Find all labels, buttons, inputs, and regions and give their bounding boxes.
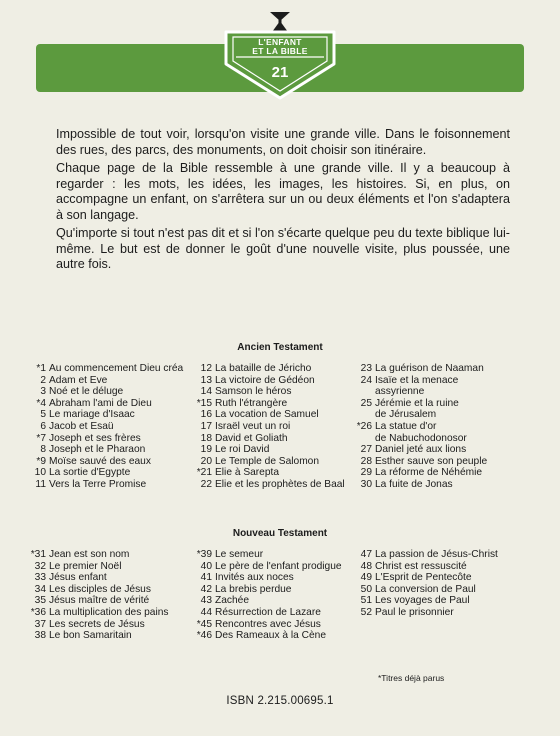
title-entry (30, 409, 183, 421)
title-number: 5 (40, 409, 46, 421)
title-label: Esther sauve son peuple (375, 455, 488, 467)
ancien-col-1 (30, 363, 183, 491)
title-label: La statue d'or (375, 420, 437, 432)
title-entry (196, 630, 342, 642)
title-label: Jérémie et la ruine (375, 397, 459, 409)
title-label: Jacob et Esaü (49, 420, 114, 432)
ancien-col-2 (196, 363, 345, 491)
title-label: Les disciples de Jésus (49, 583, 151, 595)
title-label: Jésus maître de vérité (49, 595, 150, 607)
title-number: 24 (360, 374, 372, 386)
title-entry (30, 375, 183, 387)
title-entry (196, 398, 345, 410)
title-entry (30, 398, 183, 410)
title-label: Le premier Noël (49, 560, 122, 572)
title-entry (356, 398, 487, 410)
title-number: 3 (40, 386, 46, 398)
title-number: 49 (360, 572, 372, 584)
title-entry (30, 456, 183, 468)
title-label: assyrienne (375, 386, 425, 398)
title-label: La sortie d'Egypte (49, 467, 131, 479)
title-label: Daniel jeté aux lions (375, 444, 467, 456)
title-entry (196, 433, 345, 445)
title-entry (196, 595, 342, 607)
title-number: 29 (360, 467, 372, 479)
title-number: 44 (200, 606, 212, 618)
title-entry (196, 479, 345, 491)
title-label: Le roi David (215, 444, 270, 456)
title-number: *36 (30, 606, 46, 618)
title-entry (356, 572, 498, 584)
title-entry (356, 595, 498, 607)
title-label: Jean est son nom (49, 549, 130, 560)
title-entry (30, 421, 183, 433)
title-number: 37 (34, 618, 46, 630)
title-number: 6 (40, 420, 46, 432)
title-entry (356, 409, 487, 421)
ancien-col-3 (356, 363, 487, 491)
title-entry (30, 386, 183, 398)
title-entry (30, 479, 183, 491)
title-number: *31 (30, 549, 46, 560)
title-number: 22 (200, 478, 212, 490)
title-entry (196, 409, 345, 421)
title-entry (30, 619, 169, 631)
title-label: Le père de l'enfant prodigue (215, 560, 342, 572)
title-label: Adam et Eve (49, 374, 108, 386)
title-label: Joseph et le Pharaon (49, 444, 146, 456)
nouveau-col-3 (356, 549, 498, 619)
title-number: 12 (200, 363, 212, 374)
title-label: Isaïe et la menace (375, 374, 459, 386)
title-entry (30, 467, 183, 479)
title-number: *21 (196, 467, 212, 479)
title-label: Christ est ressuscité (375, 560, 467, 572)
title-number: 2 (40, 374, 46, 386)
title-number: 33 (34, 572, 46, 584)
title-entry (196, 444, 345, 456)
title-number: 50 (360, 583, 372, 595)
title-label: La multiplication des pains (49, 606, 169, 618)
title-label: Invités aux noces (215, 572, 294, 584)
title-label: Abraham l'ami de Dieu (49, 397, 152, 409)
title-label: Au commencement Dieu créa (49, 363, 184, 374)
title-number: *26 (356, 420, 372, 432)
title-label: Noé et le déluge (49, 386, 124, 398)
title-entry (196, 619, 342, 631)
title-entry (30, 433, 183, 445)
title-number: *7 (36, 432, 46, 444)
title-number: 14 (200, 386, 212, 398)
title-entry (356, 433, 487, 445)
title-label: Vers la Terre Promise (49, 478, 147, 490)
title-number: *4 (36, 397, 46, 409)
title-entry (196, 363, 345, 375)
title-entry (30, 363, 183, 375)
title-entry (196, 375, 345, 387)
title-number: 52 (360, 606, 372, 618)
published-titles-note: *Titres déjà parus (378, 673, 445, 683)
title-label: La brebis perdue (215, 583, 292, 595)
title-label: Elie et les prophètes de Baal (215, 478, 345, 490)
title-label: Des Rameaux à la Cène (215, 630, 326, 642)
title-entry (356, 549, 498, 561)
title-entry (356, 467, 487, 479)
intro-text (56, 127, 510, 276)
title-number: 47 (360, 549, 372, 560)
title-label: La vocation de Samuel (215, 409, 319, 421)
intro-paragraph-2: Chaque page de la Bible ressemble à une grande ville. Il y a beaucoup à regarder : les mots, les idées, les images, les histoires. Si, en plus, on accompagne un enfant, on s'arrêtera sur un ou deux éléments et l'on s'adaptera à son langage. (56, 161, 510, 222)
title-entry (30, 595, 169, 607)
title-entry (356, 363, 487, 375)
title-number: 13 (200, 374, 212, 386)
title-number: 48 (360, 560, 372, 572)
title-label: Les secrets de Jésus (49, 618, 145, 630)
title-label: de Jérusalem (375, 409, 437, 421)
title-number: 43 (200, 595, 212, 607)
title-entry (196, 584, 342, 596)
title-entry (356, 444, 487, 456)
title-number: *46 (196, 630, 212, 642)
title-number: *9 (36, 455, 46, 467)
title-label: Les voyages de Paul (375, 595, 470, 607)
title-label: La guérison de Naaman (375, 363, 484, 374)
title-number: 38 (34, 630, 46, 642)
title-label: Le semeur (215, 549, 264, 560)
title-number: *45 (196, 618, 212, 630)
title-label: Joseph et ses frères (49, 432, 141, 444)
title-label: Le mariage d'Isaac (49, 409, 135, 421)
title-entry (196, 549, 342, 561)
title-entry (196, 561, 342, 573)
title-label: Elie à Sarepta (215, 467, 279, 479)
title-label: La conversion de Paul (375, 583, 476, 595)
title-number: 30 (360, 478, 372, 490)
title-number: 11 (35, 478, 46, 490)
title-number: 51 (360, 595, 372, 607)
title-number: 42 (200, 583, 212, 595)
title-label: Le Temple de Salomon (215, 455, 320, 467)
title-label: La victoire de Gédéon (215, 374, 315, 386)
title-entry (356, 386, 487, 398)
nouveau-col-1 (30, 549, 169, 642)
title-number: 17 (200, 420, 212, 432)
title-label: Jésus enfant (49, 572, 107, 584)
title-label: Moïse sauvé des eaux (49, 455, 151, 467)
title-number: *39 (196, 549, 212, 560)
title-number: 16 (200, 409, 212, 421)
title-entry (196, 467, 345, 479)
title-entry (356, 421, 487, 433)
title-entry (356, 456, 487, 468)
title-number: 32 (34, 560, 46, 572)
title-number: 18 (200, 432, 212, 444)
title-label: Ruth l'étrangère (215, 397, 288, 409)
title-number: 28 (360, 455, 372, 467)
title-entry (356, 607, 498, 619)
title-entry (196, 421, 345, 433)
title-number: 20 (200, 455, 212, 467)
title-entry (196, 456, 345, 468)
title-number: 10 (34, 467, 46, 479)
title-label: Zachée (215, 595, 249, 607)
title-label: La passion de Jésus-Christ (375, 549, 498, 560)
series-title-line2: ET LA BIBLE (252, 46, 308, 56)
title-label: La réforme de Néhémie (375, 467, 483, 479)
nouveau-testament-heading: Nouveau Testament (232, 528, 328, 539)
title-label: David et Goliath (215, 432, 288, 444)
title-number: 19 (200, 444, 212, 456)
title-label: L'Esprit de Pentecôte (375, 572, 472, 584)
title-label: Samson le héros (215, 386, 292, 398)
nouveau-col-2 (196, 549, 342, 642)
title-entry (356, 561, 498, 573)
title-label: Le bon Samaritain (49, 630, 132, 642)
title-number: 25 (360, 397, 372, 409)
title-number: 34 (34, 583, 46, 595)
title-label: Israël veut un roi (215, 420, 291, 432)
title-label: Paul le prisonnier (375, 606, 454, 618)
ancien-testament-heading: Ancien Testament (237, 342, 323, 353)
series-title-line1: L'ENFANT (258, 37, 302, 47)
title-entry (30, 444, 183, 456)
title-label: La bataille de Jéricho (215, 363, 312, 374)
title-entry (30, 549, 169, 561)
title-label: Résurrection de Lazare (215, 606, 321, 618)
title-number: *1 (36, 363, 46, 374)
title-number: 35 (34, 595, 46, 607)
title-number: 41 (200, 572, 212, 584)
title-entry (30, 630, 169, 642)
title-entry (356, 375, 487, 387)
title-entry (30, 584, 169, 596)
title-entry (356, 479, 487, 491)
title-entry (30, 572, 169, 584)
title-number: 23 (360, 363, 372, 374)
title-entry (30, 561, 169, 573)
title-number: 40 (200, 560, 212, 572)
title-number: 8 (40, 444, 46, 456)
title-entry (196, 572, 342, 584)
title-entry (356, 584, 498, 596)
title-label: Rencontres avec Jésus (215, 618, 321, 630)
title-entry (30, 607, 169, 619)
title-number: *15 (196, 397, 212, 409)
isbn: ISBN 2.215.00695.1 (226, 695, 334, 707)
intro-paragraph-1: Impossible de tout voir, lorsqu'on visite une grande ville. Dans le foisonnement des rues, des parcs, des monuments, on doit choisir son itinéraire. (56, 127, 510, 157)
title-label: La fuite de Jonas (375, 478, 453, 490)
publisher-logo-icon (268, 12, 292, 32)
title-number: 27 (360, 444, 372, 456)
volume-number: 21 (271, 64, 289, 81)
intro-paragraph-3: Qu'importe si tout n'est pas dit et si l'on s'écarte quelque peu du texte biblique lui-même. Le but est de donner le goût d'une nouvelle visite, plus poussée, une autre fois. (56, 226, 510, 271)
title-entry (196, 607, 342, 619)
title-entry (196, 386, 345, 398)
title-label: de Nabuchodonosor (375, 432, 467, 444)
